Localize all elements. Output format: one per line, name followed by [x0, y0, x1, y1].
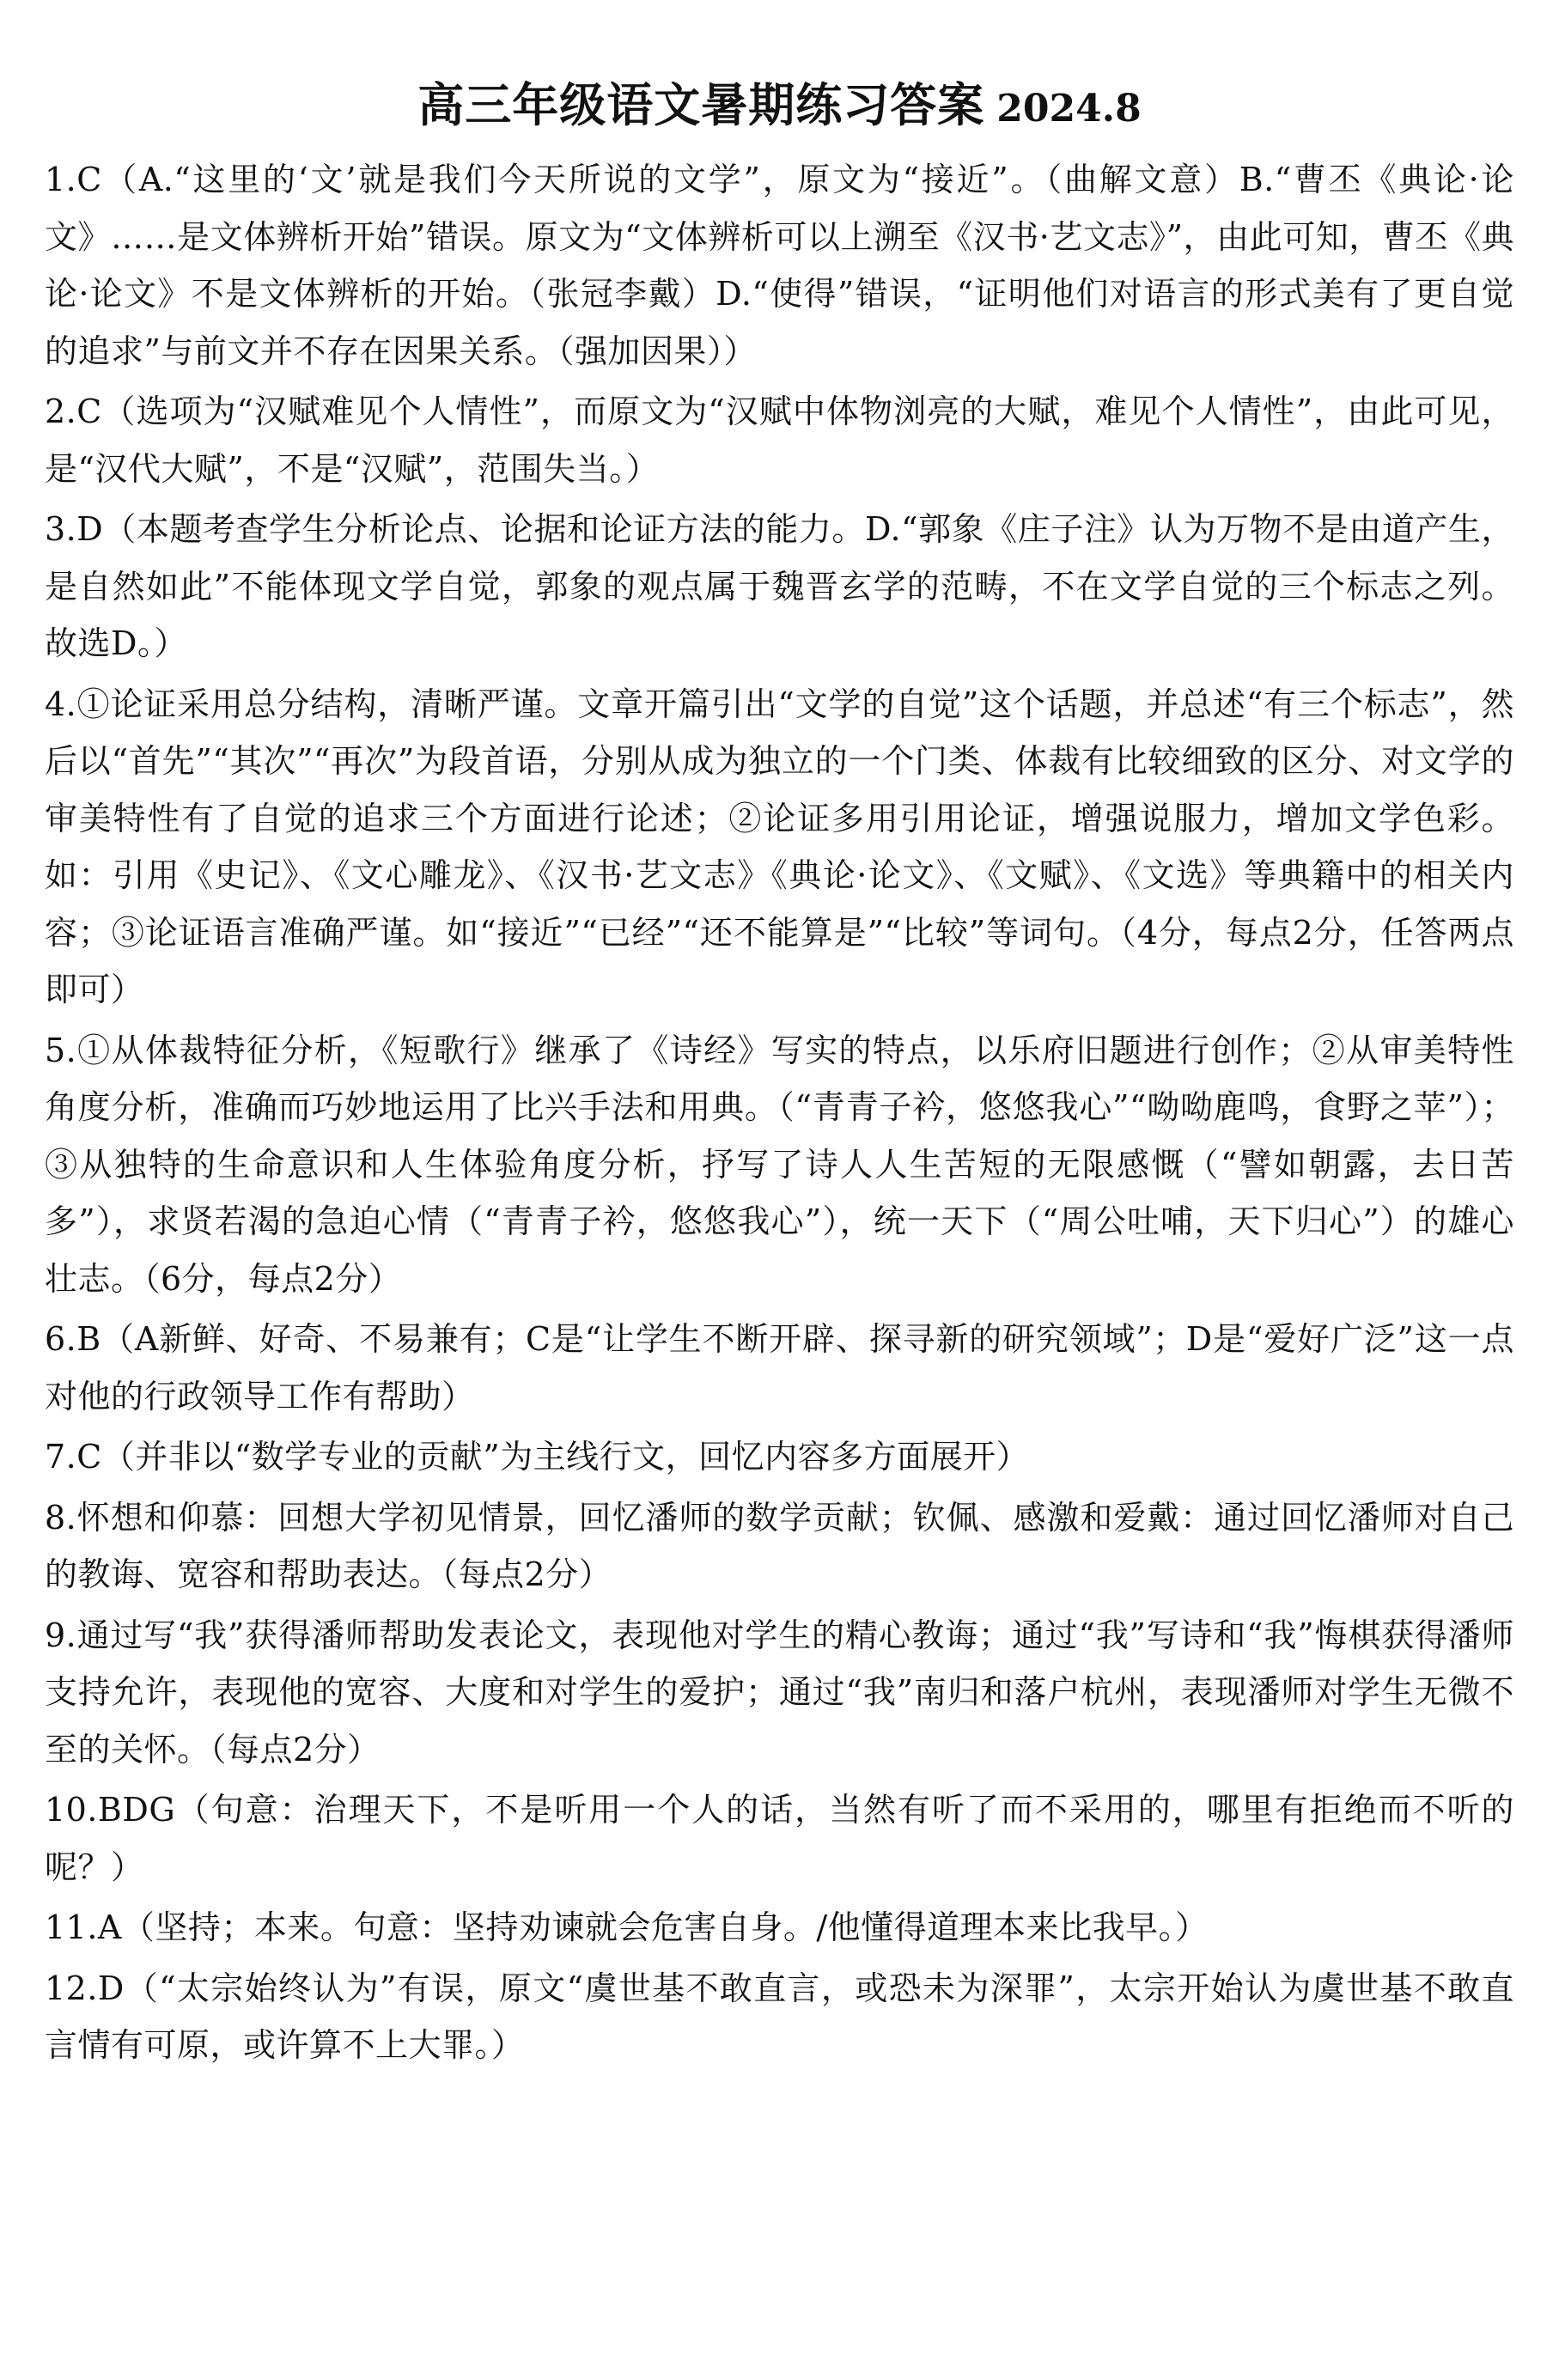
- answer-item-10: 10.BDG（句意：治理天下，不是听用一个人的话，当然有听了而不采用的，哪里有拒绝而不听的呢？）: [45, 1791, 1514, 1886]
- answer-item-3: 3.D（本题考查学生分析论点、论据和论证方法的能力。D.“郭象《庄子注》认为万物不是由道产生，是自然如此”不能体现文学自觉，郭象的观点属于魏晋玄学的范畴，不在文学自觉的三个标志之列。故选D。）: [45, 510, 1514, 662]
- answer-item-9: 9.通过写“我”获得潘师帮助发表论文，表现他对学生的精心教诲；通过“我”写诗和“我”悔棋获得潘师支持允许，表现他的宽容、大度和对学生的爱护；通过“我”南归和落户杭州，表现潘师对学生无微不至的关怀。（每点2分）: [45, 1616, 1514, 1768]
- answer-item-6: 6.B（A新鲜、好奇、不易兼有；C是“让学生不断开辟、探寻新的研究领域”；D是“爱好广泛”这一点对他的行政领导工作有帮助）: [45, 1320, 1514, 1415]
- answer-item-12: 12.D（“太宗始终认为”有误，原文“虞世基不敢直言，或恐未为深罪”，太宗开始认为虞世基不敢直言情有可原，或许算不上大罪。）: [45, 1969, 1514, 2064]
- answer-item-1: 1.C（A.“这里的‘文’就是我们今天所说的文学”，原文为“接近”。（曲解文意）B.“曹丕《典论·论文》……是文体辨析开始”错误。原文为“文体辨析可以上溯至《汉书·艺文志》”，由此可知，曹丕《典论·论文》不是文体辨析的开始。（张冠李戴）D.“使得”错误，“证明他们对语言的形式美有了更自觉的追求”与前文并不存在因果关系。（强加因果））: [45, 161, 1514, 370]
- page-title: 高三年级语文暑期练习答案: [417, 78, 985, 132]
- answer-item-7: 7.C（并非以“数学专业的贡献”为主线行文，回忆内容多方面展开）: [45, 1438, 1030, 1476]
- answer-item-4: 4.①论证采用总分结构，清晰严谨。文章开篇引出“文学的自觉”这个话题，并总述“有三个标志”，然后以“首先”“其次”“再次”为段首语，分别从成为独立的一个门类、体裁有比较细致的区分、对文学的审美特性有了自觉的追求三个方面进行论述；②论证多用引用论证，增强说服力，增加文学色彩。如：引用《史记》、《文心雕龙》、《汉书·艺文志》《典论·论文》、《文赋》、《文选》等典籍中的相关内容；③论证语言准确严谨。如“接近”“已经”“还不能算是”“比较”等词句。（4分，每点2分，任答两点即可）: [45, 685, 1514, 1008]
- page-header: [45, 67, 1514, 144]
- answer-item-2: 2.C（选项为“汉赋难见个人情性”，而原文为“汉赋中体物浏亮的大赋，难见个人情性”，由此可见，是“汉代大赋”，不是“汉赋”，范围失当。）: [45, 393, 1514, 488]
- page-date: 2024.8: [996, 87, 1142, 131]
- answer-item-8: 8.怀想和仰慕：回想大学初见情景，回忆潘师的数学贡献；钦佩、感激和爱戴：通过回忆潘师对自己的教诲、宽容和帮助表达。（每点2分）: [45, 1498, 1514, 1593]
- answer-item-11: 11.A（坚持；本来。句意：坚持劝谏就会危害自身。/他懂得道理本来比我早。）: [45, 1908, 1209, 1946]
- answer-item-5: 5.①从体裁特征分析，《短歌行》继承了《诗经》写实的特点，以乐府旧题进行创作；②从审美特性角度分析，准确而巧妙地运用了比兴手法和用典。（“青青子衿，悠悠我心”“呦呦鹿鸣，食野之苹”）；③从独特的生命意识和人生体验角度分析，抒写了诗人人生苦短的无限感慨（“譬如朝露，去日苦多”），求贤若渴的急迫心情（“青青子衿，悠悠我心”），统一天下（“周公吐哺，天下归心”）的雄心壮志。（6分，每点2分）: [45, 1031, 1514, 1298]
- answer-list: [45, 151, 1514, 2074]
